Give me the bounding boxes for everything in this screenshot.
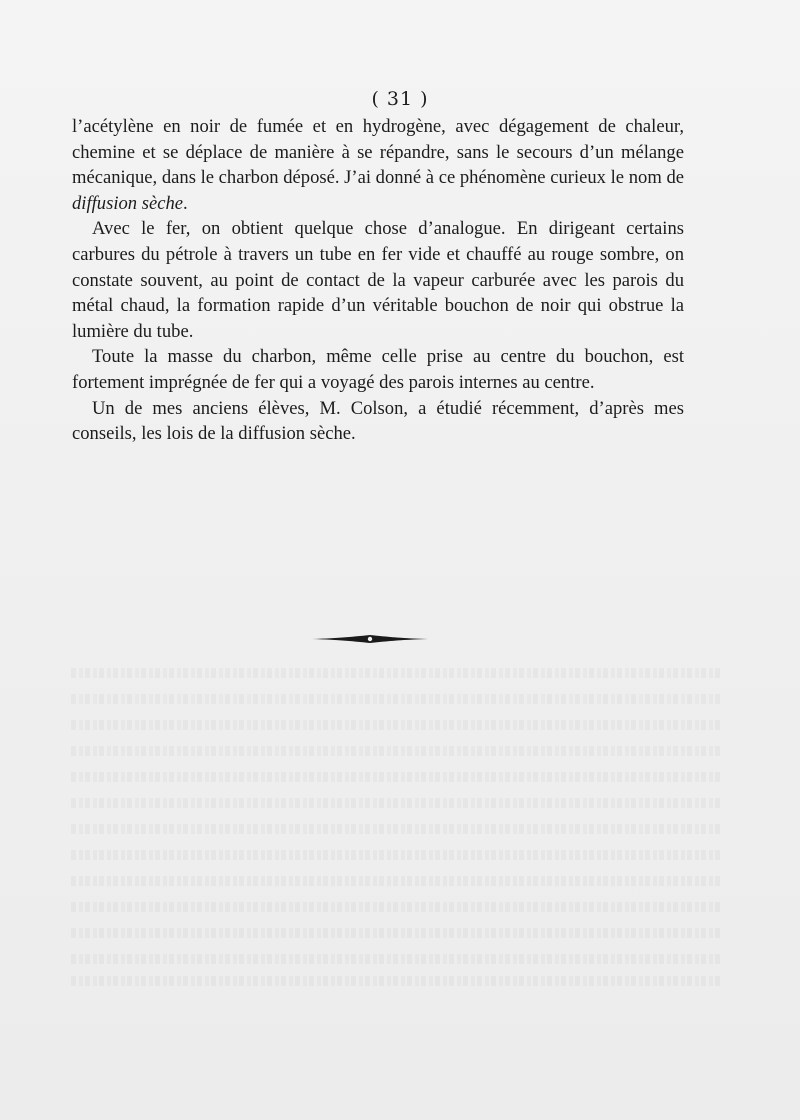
bleed-through-line	[70, 824, 720, 834]
page-number: ( 31 )	[371, 88, 429, 110]
bleed-through-line	[70, 668, 720, 678]
paragraph-text: l’acétylène en noir de fumée et en hydrogène, avec dégagement de chaleur, chemine et se déplace de manière à se répandre, sans le secours d’un mélange mécanique, dans le charbon déposé. J’ai donné à ce phénomène curieux le nom de	[72, 116, 684, 189]
paragraph: Un de mes anciens élèves, M. Colson, a étudié récemment, d’après mes conseils, les lois de la diffusion sèche.	[72, 397, 684, 445]
section-divider-ornament	[310, 632, 430, 646]
paragraph	[72, 114, 684, 216]
bleed-through-line	[70, 694, 720, 704]
bleed-through-line	[70, 798, 720, 808]
bleed-through-line	[70, 876, 720, 886]
body-text	[72, 114, 684, 447]
bleed-through-line	[70, 850, 720, 860]
bleed-through-line	[70, 928, 720, 938]
paragraph: Toute la masse du charbon, même celle prise au centre du bouchon, est fortement imprégnée de fer qui a voyagé des parois internes au centre.	[72, 346, 684, 393]
bleed-through-line	[70, 976, 720, 986]
bleed-through-line	[70, 954, 720, 964]
paragraph-text: .	[183, 192, 188, 214]
paragraph: Avec le fer, on obtient quelque chose d’analogue. En dirigeant certains carbures du pétrole à travers un tube en fer vide et chauffé au rouge sombre, on constate souvent, au point de contact de la vapeur carburée avec les parois du métal chaud, la formation rapide d’un véritable bouchon de noir qui obstrue la lumière du tube.	[72, 218, 684, 342]
bleed-through-line	[70, 720, 720, 730]
bleed-through-line	[70, 772, 720, 782]
bleed-through-line	[70, 902, 720, 912]
bleed-through-line	[70, 746, 720, 756]
emphasized-term: diffusion sèche	[72, 192, 184, 214]
